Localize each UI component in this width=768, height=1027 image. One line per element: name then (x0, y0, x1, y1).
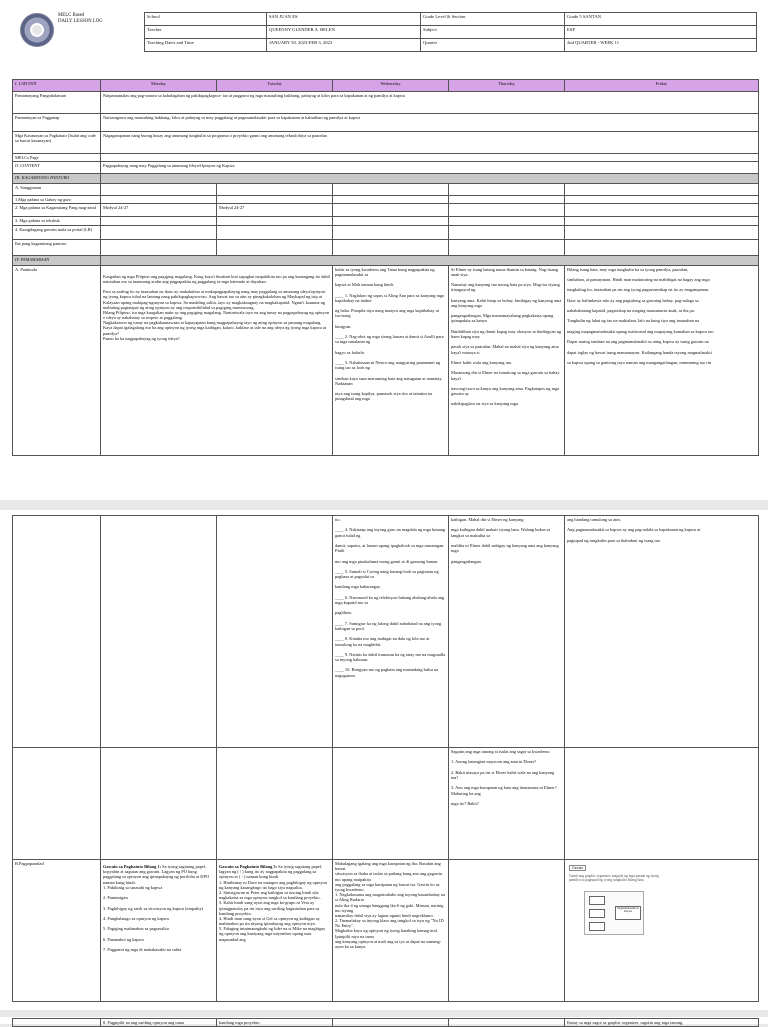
header-value: Grade 5 SANTAN (565, 13, 757, 26)
table-row (13, 860, 759, 1002)
row-label: Pamantayang Pangnilalaman (13, 92, 101, 114)
table-row (13, 196, 759, 204)
row-text: Pagpapahayag nang may Paggalang sa anumang Ideya/Opinyon ng Kapwa (101, 162, 759, 174)
cont-wednesday: ito. ____ 4. Nakisaap ang inyong guro na magdala ng mga lumang gamit tulad ng damit, sapatos, at laruan upang ipagkaloob sa mga nasunugan. Pinili mo ang mga pinakaluma mong gamit at di gaanong luman. ____ 5. Sumali si Coring nang kasang-loob sa pagtatatu ng pagbasa at pagsulat sa kanilang mga kabarangay. ____ 6. Nanonood ka ng telebisyon habang abalang-abala ang mga kapatid mo sa paglilinis. ____ 7. Sumigaw ka ng lalong dahil nahahatad na ang iyong kaibigan sa pool. ____ 8. Kinuha mo ang mabigat na dala ng lola mo at tumulong ka na magbitbit. ____ 9. Naiinis ka dahil itumasan ka ng tatay mo na magsaulla sa inyong bakuran. ____ 10. Binigyan mo ng pagkain ang matandang bulsa na nagugutom. (333, 516, 449, 748)
panimula-thursday: Si Elmer ay isang batang masu-ikamin sa batang. Nag-iisang anak siya. Namatay ang kanyang ina noong bata pa siya. Mag-isa siyang itinaguyod ng kanyang ama. Kahit hirap sa buhay, binibigay ng kanyang ama ang kanyang mga pangangailangan. Mga mamamayahang pagkakaisa upang ipinapakita sa kanya Binibilihan siya ng damit kapag may okasyon at binibigyan ng baon kapag may pasok siya sa paaralan. Mahal na mahal siya ng kanyang ama kaya't masaya si Elmer kahit wala ang kanyang ina. Maramong din si Elmer na tumulong sa mga gawain sa bahay kaya't nawong-tawa sa kanya ang kanyang ama. Pagkatapos ng mga gawain ay nakikipaglaro na siya sa kanyang mga (449, 265, 565, 455)
table-row (13, 217, 759, 225)
page3-monday: 8. Pagpipilit na ang sariling opinyon ang tama (101, 1019, 217, 1027)
table-row (13, 204, 759, 217)
header-value: QUEENNY GLENDER A. BELEN (267, 26, 421, 39)
logo-line: DAILY LESSON LOG (58, 18, 103, 24)
row-label: 2. Mga pahina sa Kagamitang Pang mag-aaral (13, 204, 101, 217)
pagpapaunlad-friday (565, 860, 759, 1002)
pagpapaunlad-wednesday: Mahalagang igalang ang mga karapatan ng iba. Basahin ang bawat sitwasyon sa ibaba at isulat sa patlang kung ano ang gagawin mo upang maipakita ang paggalang sa mga karapatan ng bawat isa. Gawin ito sa iyong kwaderno. 1. Nagkakasama ang magtatrabaho ang inyong kasambahay na si Aling Rudaria nula ika-4 ng umaga hanggang ika-6 ng gabi. Minsan, narinig mo siyang nanamilay dahil siya ay lagnat ngunit hindi nagreklamo. 2. Tinanalakay sa inyong klase ang tungkol sa isyu ng "No ID No Entry". Magkaiba kayo ng opinyon ng iyong katabing kamag-aral. Ipinipilit niya na tama ang kanyang opinyon at mali ang sa iyo at dapat na sumang-ayon ka sa kanya. (333, 860, 449, 1002)
header-label: School (145, 13, 267, 26)
activity-title: Gawain sa Pagkatuto Bilang 3: (219, 864, 278, 869)
row-label: A. Panimula (13, 265, 101, 455)
table-row (13, 239, 759, 255)
row-label: Mga Kasanayan sa Pagkatuto (Isulat ang code sa bawat kasanayan) (13, 132, 101, 154)
page3-tuesday: kanilang mga proyekto. (217, 1019, 333, 1027)
header-table (144, 12, 757, 52)
panimula-monday: Kasgailan ng mga Pilipino ang pagiging magalang. Kaug kaya't binabati kita sapagkat naipakikita mo pa ang kanangang ito dahil natutuhan mo sa inanmang aralin ang pagpapakita ng paggalang sa mga katemdo at dayuhan. Para sa araling ito ay inaasahan na ikaw ay makabubuo at makapagpapahayag nang may paggalang sa anumang ideya/opinyon ng iyong kapwa tulad na lamang nang pakikipagkapwa-tao. Ang bawat tao sa atin ay pinagkakaloban ng Maykapal ng isip at Kalayaan upang makipag-ugnayan sa kapwa. Sa madaling salita, tayo ay magkakaugnay na magkakapatid. Nguni't kaunma ng mabuting pagtatapat ng ating opinyon ay ang responsibilidad sa pagiging marurusong. Bilang Pilipino, isa mga kaugalian natin ay ang pagiging magalang. Nanimiwala tayo na ang tunay na pagpapahayag ng opinyon o ideya ay nakabatay sa respeto at paggalang. Nagkakaroon ng tunay na pagkakaunawaan at kapayapaan kung magpapahayag tayo ng ating opinyon sa paraang magalang. Kaya dapat igalagalang mo ba ang opinyon ng iyong mga kaibigan, kalaro, kaklase at iale na ang ideya ng iyong mga kapwa at pamilya? Paano ka ba nagpapahayag ng iyong ideya? (101, 265, 333, 455)
row-text: Nagagampanan nang buong husay ang anumang tungkulin sa programa o proyekto gamit ang anumang teknolohiya sa paaralan (101, 132, 759, 154)
graphic-organizer (569, 865, 659, 935)
table-row (13, 174, 759, 184)
header-label: Subject (421, 26, 565, 39)
row-label: Iba pang kagamitang panturo (13, 239, 101, 255)
panimula-friday: Bilang isang bata, may mga tungkulin ka sa iyong pamilya, paaralan, simbahan, at pamayanan. Hindi man maituturing na mabibigat na bagay ang mga tungkuling ito, inaasahan pa rin ang iyong pagsusumikap na ito ay magampanan. Ikaw ay halimbawa nito ay ang pagtulong sa gawaing bahay, pag-aalaga sa nakababatang kapatid, pagsisikap na maging mausunurin anak, at iba pa. Tungkulin ng lahat ng tao na makialam, lalo na kung siya ang inaasahan na maging mapagmamalasakit upang matiwasal ang mapayang kamalian sa kapwa tao. Dapat naring tandaan na ang pagmamalasakit sa ating kapwa ay isang gawain na dapat taglay ng bawat isang mamamayan. Kailangang handa tayong magmalasakit sa kapwa upang sa ganitong tayo naman ang mangangailangan, mmmming tao rin (565, 265, 759, 455)
row-label: Pamantayan sa Pagganap (13, 114, 101, 132)
header-value: 2nd QUARTER - WEEK 11 (565, 39, 757, 52)
table-row (13, 114, 759, 132)
row-label: 3. Mga pahina sa teksbuk (13, 217, 101, 225)
header-row (145, 26, 757, 39)
panimula-wednesday: bultir sa iyong kwaderno ang Tama kung nagpapakita ng pagmamalasakit sa kapwa at Mali naman kung hindi. ____ 1. Naglalaro ng sopas si Aling Ana para sa kanyang mga kapitbahay na inabot ng baha. Pinapila niya nang maayos ang mga kapitbahay at isa-isang binigyan. ____ 2. Nag-abot ng mga sirang laruan at damit si Azulli para sa mga nasalanta ng bagyo sa lsabela. ____ 3. Nababisaan ni Nestor ang nangyaring pananamit ng isang tao sa loob ng sinehan kaya saan marumitag bata ang nasugatan at namatay. Nadaanan niya ang isang kapilya, pumasok siya rito at taimtim na pinagdasal ang mga (333, 265, 449, 455)
cell-monday: Modyul 24-27 (101, 204, 217, 217)
lesson-log-table (12, 79, 759, 456)
lesson-log-table-continued-2 (12, 1018, 759, 1027)
cont-friday: ang handang tumulong sa atin. Ang pagmamalasakit sa kapwa ay ang pag-aalala sa kapakanan ng kapwa at pagtupad ng tungkulin para sa ikabubuti ng isang tao. (565, 516, 759, 748)
table-row (13, 92, 759, 114)
row-label: MELCs Page (13, 154, 101, 162)
row-text: Naisasagawa ang mausahing hakbang, kilos at pahayag sa may paggalang at pagmamalasakit para sa kapakanan at kabutihan ng pamilya at kapwa (101, 114, 759, 132)
row-label: 1.Mga pahina sa Gabay ng guro (13, 196, 101, 204)
graphic-organizer-center: Pagmamalasakit sa Kapwa (615, 906, 641, 920)
table-row (13, 162, 759, 174)
table-row (13, 132, 759, 154)
table-row (13, 265, 759, 455)
header-value: ESP (565, 26, 757, 39)
table-row (13, 184, 759, 196)
table-row (13, 225, 759, 239)
graphic-organizer-title: Gawain (569, 865, 586, 871)
section-title: IV. PAMAMARAAN (13, 255, 101, 265)
day-header-monday: Monday (101, 80, 217, 92)
header-value: JANUARY 30, 2023-FEB 3, 2023 (267, 39, 421, 52)
activity-text: Sa iyong sagutang papel, kopyahin at sagutan ang gawain. Lagyan ng PO kung paggalang sa opinyon ang ipinapahayag ng portfolia at DPO naman kung hindi. 1. Pakikinig sa sinasabi ng kapwa 2. Pamimigaw 3. Pagbibigay ng sarili sa sitwasyon ng kapwa (empathy) 4. Pangbabasgo sa opinyon ng kapwa 5. Pagiging mahinahon sa pagsasalita 6. Pananakot ng kapwa 7. Paggamit ng mga di makakasakit na salita (103, 864, 210, 952)
header-label: Grade Level & Section (421, 13, 565, 26)
day-header-thursday: Thursday (449, 80, 565, 92)
table-row (13, 255, 759, 265)
day-header-wednesday: Wednesday (333, 80, 449, 92)
header-label: Quarter (421, 39, 565, 52)
header-row (145, 39, 757, 52)
day-header-friday: Friday (565, 80, 759, 92)
table-row (13, 1019, 759, 1027)
row-label: B.Pagpapaunlad (13, 860, 101, 1002)
table-row (13, 748, 759, 860)
row-text: Naipamamalas ang pag-unawa sa kahalagahan ng pakikipagkapwa- tao at paggawa ng mga mausahing hakbang, pahayag at kilos para sa kapakanan at ng pamilya at kapwa (101, 92, 759, 114)
row-label: A. Sanggunian (13, 184, 101, 196)
cell-tuesday: Modyul 24-27 (217, 204, 333, 217)
pagpapaunlad-tuesday (217, 860, 333, 1002)
header-value: SAN JUAN ES (267, 13, 421, 26)
section-title: I. LAYUNIN (13, 80, 101, 92)
header-label: Teaching Dates and Time (145, 39, 267, 52)
logo-line: MELC Based (58, 13, 85, 18)
page-3 (0, 1017, 768, 1024)
page-2 (0, 510, 768, 1010)
activity-text: Sa iyong sagutang papel, lagyan ng ( / ) kung ito ay nagpapakita ng paggalang sa opinyon at ( - ) naman kung hindi. 1. Hinihintay ni Dave na matapos ang pagbibigay ng opinyon ng kanyang kasangbugo ito bago siya nagsalita. 2. Sinisigawan ni Peter ang kaibigan sa tuwing hindi sila nagkakaisa sa mga opinyon tungkol sa kanilang proyekto. 3. Kahit hindi sang-ayon ang mga ka-grupo ni Vera ay ipinagpatuloy pa rin niya ang sariling kagustuhan para sa kanilang proyekto. 4. Hindi man sang-ayon si Gel sa opinyon ng kaibigan ay mahinahon pa rin niyang ipinahayag ang opinyon niya. 5. Palaging ininimaungkahi ng lider na si Mike na magbigay ng opinyon ang kaniyang mga miyembro upang mas mapaunlad ang (219, 864, 328, 942)
day-header-tuesday: Tuesday (217, 80, 333, 92)
page3-friday: Ibatay sa mga sagot sa graphic organizer, sagutin ang mga tanong. (565, 1019, 759, 1027)
lesson-log-table-continued (12, 515, 759, 1002)
graphic-organizer-text: Gamit ang graphic organizer, magtala ng mga paraan ng iyong pamilya sa pagtupad ng iyong tungkulin bilang bata. (569, 874, 659, 883)
page-1 (0, 0, 768, 500)
days-row (13, 80, 759, 92)
deped-seal-icon (20, 13, 54, 47)
logo-text (58, 13, 103, 25)
row-label: II. CONTENT (13, 162, 101, 174)
table-row (13, 154, 759, 162)
header-row (145, 13, 757, 26)
row-label: 4. Karagdagang gawain mula sa portal (LR) (13, 225, 101, 239)
header-label: Teacher (145, 26, 267, 39)
pagpapaunlad-monday (101, 860, 217, 1002)
cont-thursday: kaibigan. Mahal din si Elmer ng kanyang mga kaibigan dahil mabait siyang bata. Walang bukas sa langkot sa makulita sa maldita ni Elmer dahil nabigay ng kanyang ama ang kanyang mga pangangailangan. (449, 516, 565, 748)
thursday-questions: Sagutin ang mga tanong at isulat ang sagot sa kwaderno. 1. Anong katangian mayroon ang ama ni Elmer? 2. Bakit masaya pa rin si Elmer kahit wala na ang kanyang ina? 3. Ano ang mga karupatan ng bata ang tinatamasa ni Elmer? Mabuting ba ang mga ito? Bakit? (449, 748, 565, 860)
table-row (13, 516, 759, 748)
section-title: III. KAGAMITANG PANTURO (13, 174, 101, 184)
graphic-organizer-diagram (584, 891, 644, 935)
activity-title: Gawain sa Pagkatuto Bilang 1: (103, 864, 162, 869)
